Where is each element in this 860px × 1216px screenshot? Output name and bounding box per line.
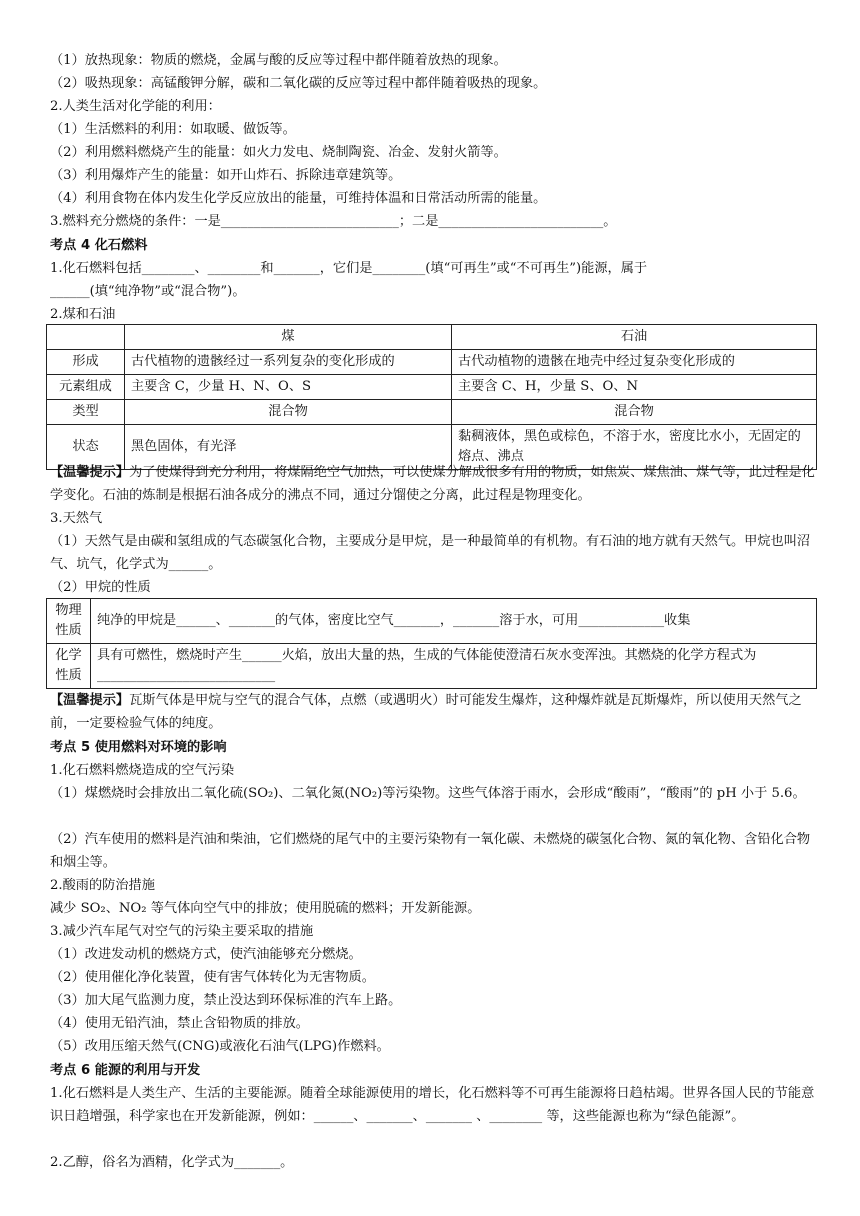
section-heading-5: 考点 5 使用燃料对环境的影响 bbox=[50, 740, 227, 755]
text-line: （1）改进发动机的燃烧方式，使汽油能够充分燃烧。 bbox=[50, 947, 362, 962]
text-line: 1.化石燃料包括________、________和_______，它们是________(填“可再生”或“不可再生”)能源，属于 bbox=[50, 261, 648, 276]
text-line: 3.减少汽车尾气对空气的污染主要采取的措施 bbox=[50, 924, 314, 939]
table-cell: 古代动植物的遗骸在地壳中经过复杂变化形成的 bbox=[452, 350, 817, 375]
section-heading-4: 考点 4 化石燃料 bbox=[50, 238, 148, 253]
text-line: 2.煤和石油 bbox=[50, 307, 116, 322]
text-line: （1）放热现象：物质的燃烧，金属与酸的反应等过程中都伴随着放热的现象。 bbox=[50, 53, 507, 68]
table-cell: 黏稠液体，黑色或棕色，不溶于水，密度比水小，无固定的熔点、沸点 bbox=[452, 425, 817, 470]
tip-label: 【温馨提示】 bbox=[50, 693, 130, 708]
methane-properties-table bbox=[46, 598, 817, 689]
coal-oil-table bbox=[46, 324, 817, 470]
table-cell: 主要含 C，少量 H、N、O、S bbox=[125, 375, 452, 400]
table-cell: 纯净的甲烷是______、_______的气体，密度比空气_______，_______溶于水，可用_____________收集 bbox=[91, 599, 817, 644]
text-line: 减少 SO₂、NO₂ 等气体向空气中的排放；使用脱硫的燃料；开发新能源。 bbox=[50, 901, 481, 916]
table-cell: 具有可燃性，燃烧时产生______火焰，放出大量的热，生成的气体能使澄清石灰水变浑浊。其燃烧的化学方程式为___________________________ bbox=[91, 644, 817, 689]
table-row bbox=[47, 350, 817, 375]
table-cell bbox=[47, 325, 125, 350]
text-line: ______(填“纯净物”或“混合物”)。 bbox=[50, 284, 246, 299]
tip-label: 【温馨提示】 bbox=[50, 465, 130, 480]
text-line: （4）利用食物在体内发生化学反应放出的能量，可维持体温和日常活动所需的能量。 bbox=[50, 191, 547, 206]
text-line: 3.燃料充分燃烧的条件：一是___________________________；二是_________________________。 bbox=[50, 214, 617, 229]
table-cell: 化学性质 bbox=[47, 644, 91, 689]
text-line: 3.天然气 bbox=[50, 511, 103, 526]
text-line: （5）改用压缩天然气(CNG)或液化石油气(LPG)作燃料。 bbox=[50, 1039, 390, 1054]
text-line: （2）吸热现象：高锰酸钾分解，碳和二氧化碳的反应等过程中都伴随着吸热的现象。 bbox=[50, 76, 547, 91]
table-cell: 混合物 bbox=[125, 400, 452, 425]
table-cell: 物理性质 bbox=[47, 599, 91, 644]
tip-paragraph bbox=[50, 690, 820, 735]
tip-text: 瓦斯气体是甲烷与空气的混合气体，点燃（或遇明火）时可能发生爆炸，这种爆炸就是瓦斯爆炸，所以使用天然气之前，一定要检验气体的纯度。 bbox=[50, 693, 802, 731]
text-line: 2.酸雨的防治措施 bbox=[50, 878, 155, 893]
text-line: 2.乙醇，俗名为酒精，化学式为_______。 bbox=[50, 1155, 294, 1170]
tip-text: 为了使煤得到充分利用，将煤隔绝空气加热，可以使煤分解成很多有用的物质，如焦炭、煤焦油、煤气等，此过程是化学变化。石油的炼制是根据石油各成分的沸点不同，通过分馏使之分离，此过程是物理变化。 bbox=[50, 465, 815, 503]
table-cell: 混合物 bbox=[452, 400, 817, 425]
tip-paragraph bbox=[50, 462, 820, 507]
text-line: 2.人类生活对化学能的利用： bbox=[50, 99, 221, 114]
table-cell: 黑色固体，有光泽 bbox=[125, 425, 452, 470]
table-cell: 元素组成 bbox=[47, 375, 125, 400]
text-line: （3）利用爆炸产生的能量：如开山炸石、拆除违章建筑等。 bbox=[50, 168, 402, 183]
table-cell: 状态 bbox=[47, 425, 125, 470]
table-cell: 石油 bbox=[452, 325, 817, 350]
table-row bbox=[47, 400, 817, 425]
table-cell: 形成 bbox=[47, 350, 125, 375]
text-line: 1.化石燃料燃烧造成的空气污染 bbox=[50, 763, 235, 778]
text-line: （2）甲烷的性质 bbox=[50, 580, 151, 595]
table-row bbox=[47, 375, 817, 400]
text-paragraph: （1）天然气是由碳和氢组成的气态碳氢化合物，主要成分是甲烷，是一种最简单的有机物。有石油的地方就有天然气。甲烷也叫沼气、坑气，化学式为______。 bbox=[50, 534, 811, 572]
table-cell: 煤 bbox=[125, 325, 452, 350]
text-paragraph: （2）汽车使用的燃料是汽油和柴油，它们燃烧的尾气中的主要污染物有一氧化碳、未燃烧的碳氢化合物、氮的氧化物、含铅化合物和烟尘等。 bbox=[50, 832, 811, 870]
text-line: （4）使用无铅汽油，禁止含铅物质的排放。 bbox=[50, 1016, 309, 1031]
text-line: （2）使用催化净化装置，使有害气体转化为无害物质。 bbox=[50, 970, 375, 985]
text-line: （1）生活燃料的利用：如取暖、做饭等。 bbox=[50, 122, 296, 137]
table-cell: 古代植物的遗骸经过一系列复杂的变化形成的 bbox=[125, 350, 452, 375]
text-paragraph: （1）煤燃烧时会排放出二氧化硫(SO₂)、二氧化氮(NO₂)等污染物。这些气体溶于雨水，会形成“酸雨”，“酸雨”的 pH 小于 5.6。 bbox=[50, 786, 806, 801]
table-cell: 主要含 C、H，少量 S、O、N bbox=[452, 375, 817, 400]
text-paragraph: 1.化石燃料是人类生产、生活的主要能源。随着全球能源使用的增长，化石燃料等不可再生能源将日趋枯竭。世界各国人民的节能意识日趋增强，科学家也在开发新能源，例如：______、_______、_______ 、________ 等，这些能源也称为“绿色能源”。 bbox=[50, 1086, 815, 1124]
table-cell: 类型 bbox=[47, 400, 125, 425]
section-heading-6: 考点 6 能源的利用与开发 bbox=[50, 1063, 201, 1078]
text-line: （3）加大尾气监测力度，禁止没达到环保标准的汽车上路。 bbox=[50, 993, 402, 1008]
table-row bbox=[47, 644, 817, 689]
text-line: （2）利用燃料燃烧产生的能量：如火力发电、烧制陶瓷、冶金、发射火箭等。 bbox=[50, 145, 507, 160]
table-row bbox=[47, 599, 817, 644]
table-header-row bbox=[47, 325, 817, 350]
